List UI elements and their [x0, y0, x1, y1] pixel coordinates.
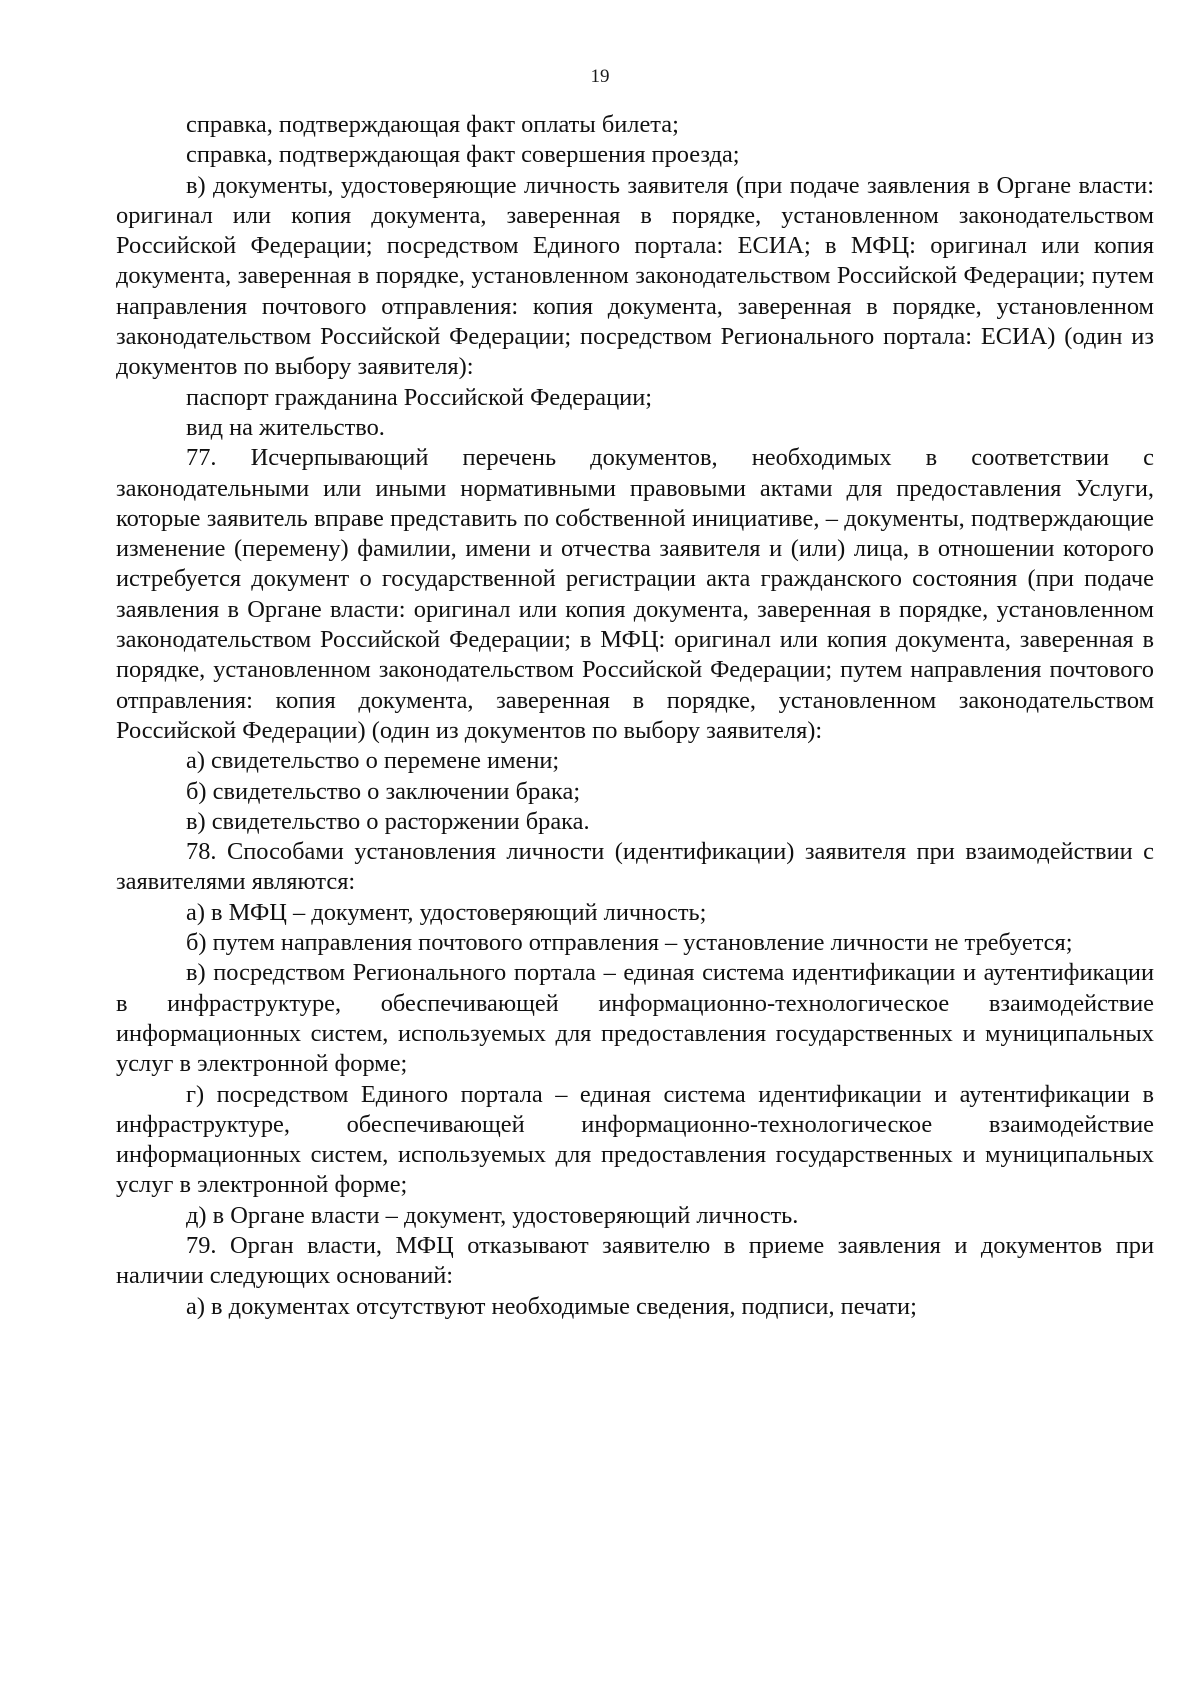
paragraph: б) путем направления почтового отправления – установление личности не требуется;	[186, 929, 1073, 957]
paragraph: д) в Органе власти – документ, удостоверяющий личность.	[186, 1201, 799, 1229]
paragraph: справка, подтверждающая факт совершения проезда;	[186, 141, 740, 169]
paragraph: в) свидетельство о расторжении брака.	[186, 807, 590, 835]
document-body	[116, 110, 1154, 1322]
paragraph: 79. Орган власти, МФЦ отказывают заявителю в приеме заявления и документов при наличии следующих оснований:	[116, 1231, 1154, 1290]
paragraph: а) свидетельство о перемене имени;	[186, 747, 560, 775]
paragraph: б) свидетельство о заключении брака;	[186, 777, 581, 805]
paragraph: а) в документах отсутствуют необходимые сведения, подписи, печати;	[186, 1292, 917, 1320]
paragraph: справка, подтверждающая факт оплаты билета;	[186, 111, 679, 138]
paragraph: вид на жительство.	[186, 413, 385, 441]
paragraph: паспорт гражданина Российской Федерации;	[186, 383, 653, 411]
paragraph: а) в МФЦ – документ, удостоверяющий личность;	[186, 898, 707, 926]
paragraph: 78. Способами установления личности (идентификации) заявителя при взаимодействии с заявителями являются:	[116, 838, 1154, 896]
paragraph: в) документы, удостоверяющие личность заявителя (при подаче заявления в Органе власти: оригинал или копия документа, заверенная в порядке, установленном законодательством Российской Федерации; посредством Единого портала: ЕСИА; в МФЦ: оригинал или копия документа, заверенная в порядке, установленном законодательством Российской Федерации; путем направления почтового отправления: копия документа, заверенная в порядке, установленном законодательством Российской Федерации; посредством Регионального портала: ЕСИА) (один из документов по выбору заявителя):	[116, 171, 1154, 381]
paragraph: 77. Исчерпывающий перечень документов, необходимых в соответствии с законодательными или иными нормативными правовыми актами для предоставления Услуги, которые заявитель вправе представить по собственной инициативе, – документы, подтверждающие изменение (перемену) фамилии, имени и отчества заявителя и (или) лица, в отношении которого истребуется документ о государственной регистрации акта гражданского состояния (при подаче заявления в Органе власти: оригинал или копия документа, заверенная в порядке, установленном законодательством Российской Федерации; в МФЦ: оригинал или копия документа, заверенная в порядке, установленном законодательством Российской Федерации; путем направления почтового отправления: копия документа, заверенная в порядке, установленном законодательством Российской Федерации) (один из документов по выбору заявителя):	[116, 444, 1154, 744]
page-number: 19	[590, 66, 610, 87]
paragraph: в) посредством Регионального портала – единая система идентификации и аутентификации в инфраструктуре, обеспечивающей информационно-технологическое взаимодействие информационных систем, используемых для предоставления государственных и муниципальных услуг в электронной форме;	[116, 959, 1154, 1078]
paragraph: г) посредством Единого портала – единая система идентификации и аутентификации в инфраструктуре, обеспечивающей информационно-технологическое взаимодействие информационных систем, используемых для предоставления государственных и муниципальных услуг в электронной форме;	[116, 1080, 1154, 1199]
